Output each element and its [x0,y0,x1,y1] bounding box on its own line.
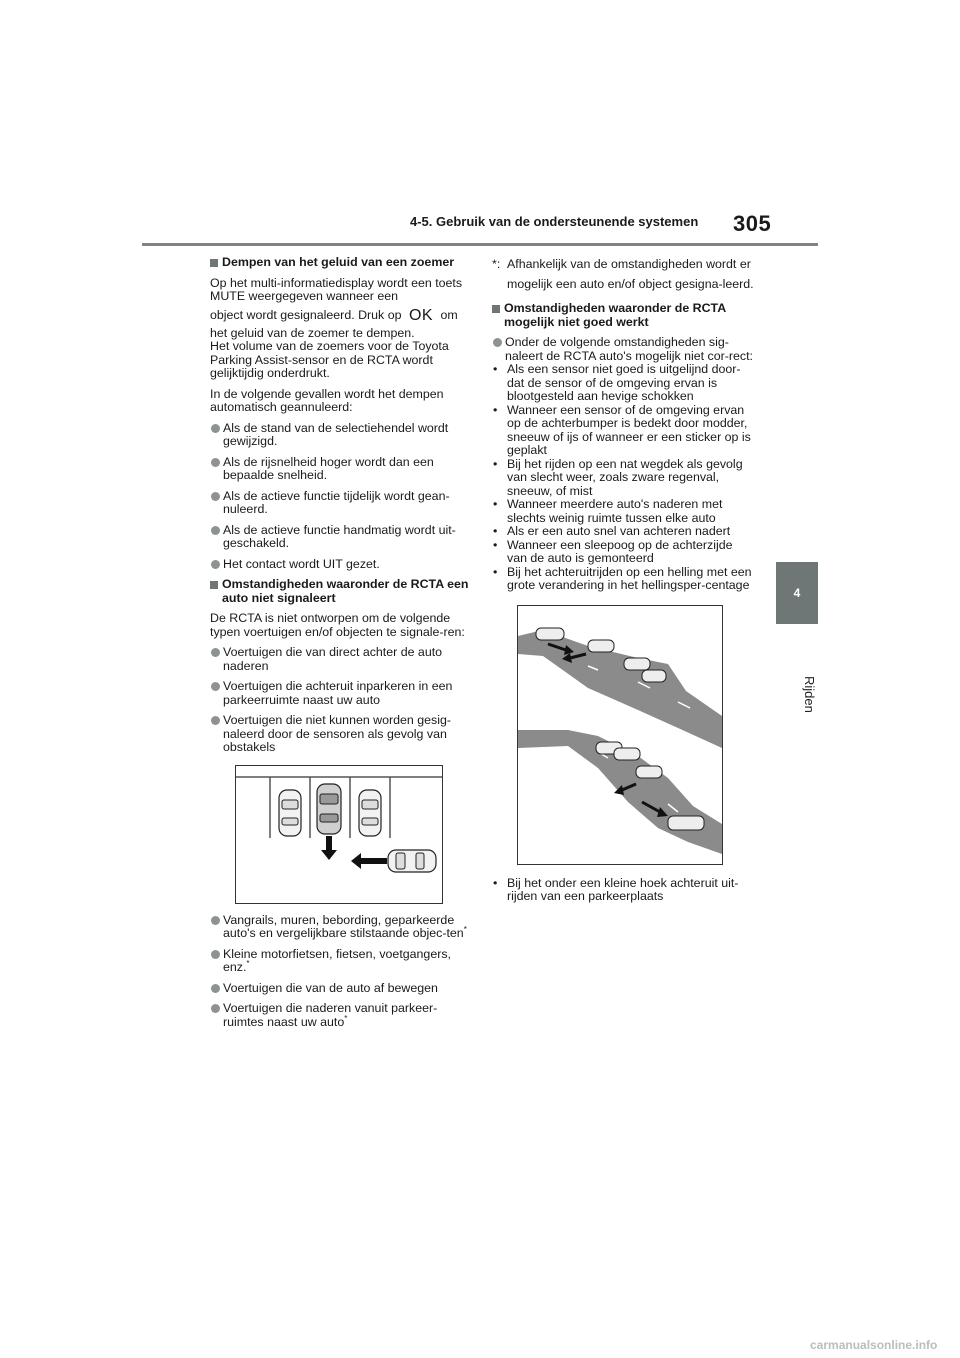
dash-item: • Wanneer een sleepoog op de achterzijde van de auto is gemonteerd [493,537,733,565]
round-bullet-icon [211,950,220,959]
list-item: Het contact wordt UIT gezet. [210,558,472,572]
dash-item: • Wanneer meerdere auto's naderen met slechts weinig ruimte tussen elke auto [493,497,723,525]
round-bullet-icon [211,682,220,691]
list-item: Als de actieve functie tijdelijk wordt gean-nuleerd. [210,490,472,517]
car-icon [388,850,436,872]
round-bullet-icon [211,526,220,535]
list-item: Voertuigen die niet kunnen worden gesig-naleerd door de sensoren als gevolg van obstakels [210,714,472,755]
list-item: Voertuigen die naderen vanuit parkeer-ruimtes naast uw auto* [210,1002,472,1029]
not-detected-paragraph: De RCTA is niet ontworpen om de volgende typen voertuigen en/of objecten te signale-ren: [210,611,465,639]
section-heading-not-detected: Omstandigheden waaronder de RCTA een auto niet signaleert [210,578,472,605]
header-rule [142,243,818,246]
list-item: Voertuigen die van direct achter de auto naderen [210,646,472,673]
mute-paragraph: Op het multi-informatiedisplay wordt een toets MUTE weergegeven wanneer een object wordt gesignaleerd. Druk op OK om het geluid van de zoemer te dempen. Het volume van de zoemers voor de Toyota Parking Assist-sensor en de RCTA wordt gelijktijdig onderdrukt. [210,275,463,380]
cancel-intro-paragraph: In de volgende gevallen wordt het dempen automatisch geannuleerd: [210,386,444,414]
slope-scene [518,606,722,864]
page-number: 305 [733,211,772,236]
car-icon [359,790,381,836]
round-bullet-icon [211,458,220,467]
chapter-tab: 4 [776,562,818,624]
list-item: Kleine motorfietsen, fietsen, voetgangers, enz.* [210,948,472,975]
dash-item: • Als er een auto snel van achteren nadert [493,524,731,538]
list-item: Onder de volgende omstandigheden sig-naleert de RCTA auto's mogelijk niet cor-rect: [492,336,754,363]
list-item: Voertuigen die achteruit inparkeren in een parkeerruimte naast uw auto [210,680,472,707]
list-item: Als de rijsnelheid hoger wordt dan een bepaalde snelheid. [210,456,472,483]
parking-scene [236,766,442,903]
list-item: Voertuigen die van de auto af bewegen [210,982,472,996]
dash-item: • Bij het achteruitrijden op een helling met een grote verandering in het hellingsper-centage [493,564,752,592]
dash-item: • Wanneer een sensor of de omgeving ervan op de achterbumper is bedekt door modder, sneeuw of ijs of wanneer er een sticker op is geplakt [493,402,751,457]
car-icon [642,670,666,682]
list-item: Vangrails, muren, bebording, geparkeerde auto's en vergelijkbare stilstaande objec-ten* [210,914,472,941]
parking-illustration [235,765,443,904]
left-column [210,256,472,1036]
car-icon [279,790,301,836]
list-item: Als de actieve functie handmatig wordt uit-geschakeld. [210,524,472,551]
footnote: *: Afhankelijk van de omstandigheden wordt er mogelijk een auto en/of object gesigna-leerd. [492,257,754,291]
round-bullet-icon [211,984,220,993]
footer-watermark: carmanualsonline.info [810,1338,938,1352]
square-bullet-icon [210,581,218,589]
round-bullet-icon [211,1004,220,1013]
round-bullet-icon [211,560,220,569]
car-icon [588,640,614,652]
round-bullet-icon [211,424,220,433]
car-icon [636,766,662,778]
square-bullet-icon [492,305,500,313]
chapter-label: Rijden [802,676,817,713]
car-icon [624,658,650,670]
round-bullet-icon [211,916,220,925]
right-column [492,256,754,904]
round-bullet-icon [211,648,220,657]
square-bullet-icon [210,259,218,267]
round-bullet-icon [211,492,220,501]
dash-item: • Bij het onder een kleine hoek achteruit uit-rijden van een parkeerplaats [493,875,739,903]
dash-item: • Als een sensor niet goed is uitgelijnd door-dat de sensor of de omgeving ervan is blootgesteld aan hevige schokken [493,362,741,403]
dash-item: • Bij het rijden op een nat wegdek als gevolg van slecht weer, zoals zware regenval, sneeuw, of mist [493,456,743,498]
ok-button-icon: OK [408,306,434,324]
section-heading-mute: Dempen van het geluid van een zoemer [210,256,472,270]
car-icon [536,628,564,640]
list-item: Als de stand van de selectiehendel wordt gewijzigd. [210,422,472,449]
car-icon [668,816,704,830]
car-icon [317,784,341,834]
section-heading-malfunction: Omstandigheden waaronder de RCTA mogelijk niet goed werkt [492,302,754,329]
car-icon [614,748,640,760]
round-bullet-icon [211,716,220,725]
slope-illustration [517,605,723,865]
header-section-title: 4-5. Gebruik van de ondersteunende systemen [410,214,699,229]
round-bullet-icon [493,338,502,347]
